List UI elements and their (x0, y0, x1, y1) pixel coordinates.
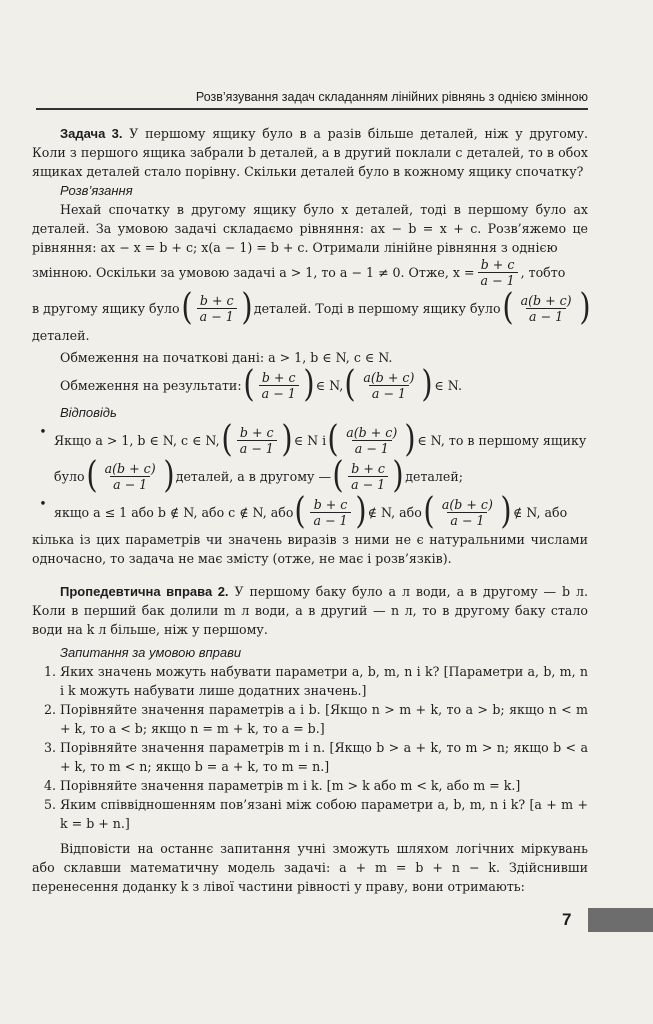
in-n-end: ∈ N. (434, 377, 462, 393)
solution-line-x (32, 257, 588, 288)
frac-num: b + c (199, 292, 234, 308)
task3-title: Задача 3. (60, 126, 123, 141)
restrictions-results (60, 364, 588, 405)
frac-num: a(b + c) (441, 496, 493, 512)
frac-den: a − 1 (369, 385, 409, 401)
fraction-x-den: a − 1 (478, 272, 518, 288)
answer-2-continuation: кілька із цих параметрів чи значень виразів з ними не є натуральними числами одночасно, то задача не має змісту (отже, не має і розв’язків). (32, 532, 588, 566)
solution-line-boxes (32, 287, 591, 328)
questions-label: Запитання за умовою вправи (60, 645, 242, 660)
solution-line-x-text: змінною. Оскільки за умовою задачі a > 1, то a − 1 ≠ 0. Отже, x = (32, 265, 475, 280)
frac-num: a(b + c) (520, 292, 572, 308)
ans1-f: деталей; (405, 468, 464, 484)
first-box-fraction: ( $\frac{a(b + c)}{a - 1}$ ) (501, 287, 591, 328)
paren-fraction: ( $\frac{b + c}{a - 1}$ ) (294, 491, 367, 532)
solution-line-x-tail: , тобто (520, 265, 566, 280)
list-item: 1. Яких значень можуть набувати параметри a, b, m, n і k? [Параметри a, b, m, n і k можуть набувати лише додатних значень.] (60, 662, 588, 700)
paren-fraction: ( $\frac{a(b + c)}{a - 1}$ ) (85, 455, 175, 496)
frac-den: a − 1 (352, 440, 392, 456)
prop-title: Пропедевтична вправа 2. (60, 584, 229, 599)
task3-text: У першому ящику було в a разів більше деталей, ніж у другому. Коли з першого ящика забрали b деталей, а в другий поклали c деталей, то в обох ящиках деталей стало порівну. Скільки деталей було в кожному ящику спочатку? (32, 126, 588, 179)
frac-num: a(b + c) (346, 424, 398, 440)
frac-num: b + c (261, 369, 296, 385)
solution-label: Розв’язання (60, 183, 133, 198)
paren-fraction: ( $\frac{a(b + c)}{a - 1}$ ) (423, 491, 512, 532)
solution-paragraph-1: Нехай спочатку в другому ящику було x деталей, тоді в першому було ax деталей. За умовою задачі складаємо рівняння: ax − b = x + c. Розв’яжемо це рівняння: ax − x = b + c; x(a − 1) = b + c. Отримали лінійне рівняння з однією (32, 202, 588, 255)
list-item: 3. Порівняйте значення параметрів m і n. [Якщо b > a + k, то m > n; якщо b < a + k, то m < n; якщо b = a + k, то m = n.] (60, 738, 588, 776)
frac-den: a − 1 (447, 512, 487, 528)
frac-den: a − 1 (110, 476, 150, 492)
answer-1-line-1 (54, 419, 587, 460)
frac-den: a − 1 (259, 385, 299, 401)
bullet-dot: • (39, 496, 47, 511)
first-box-text: деталей. Тоді в першому ящику було (253, 300, 501, 316)
page-number: 7 (562, 910, 572, 929)
frac-num: b + c (313, 496, 348, 512)
final-paragraph: Відповісти на останнє запитання учні зможуть шляхом логічних міркувань або склавши математичну модель задачі: a + m = b + n − k. Здійснивши перенесення доданку k з лівої частини рівності у праву, вони отримають: (32, 841, 588, 894)
restrictions-results-label: Обмеження на результати: (60, 377, 242, 393)
prop-text: У першому баку було a л води, а в другому — b л. Коли в перший бак долили m л води, а в другий — n л, то в другому баку стало води на k л більше, ніж у першому. (32, 584, 588, 637)
questions-list (32, 662, 588, 833)
ans2-c: ∉ N, або (512, 504, 568, 520)
fraction-x (478, 257, 518, 288)
page-content (32, 124, 591, 896)
list-item: 5. Яким співвідношенням пов’язані між собою параметри a, b, m, n і k? [a + m + k = b + n.] (60, 795, 588, 833)
frac-num: a(b + c) (104, 460, 156, 476)
paren-fraction: ( $\frac{b + c}{a - 1}$ ) (332, 455, 404, 496)
frac-den: a − 1 (310, 512, 350, 528)
task3 (32, 124, 588, 181)
second-box-fraction: ( $\frac{b + c}{a - 1}$ ) (181, 287, 253, 328)
ans1-d: було (54, 468, 85, 484)
page-number-bar (588, 908, 653, 932)
frac-num: b + c (239, 424, 274, 440)
ans1-a: Якщо a > 1, b ∈ N, c ∈ N, (54, 432, 220, 448)
solution-end: деталей. (32, 328, 90, 343)
running-header: Розв’язування задач складанням лінійних рівнянь з однією змінною (36, 90, 588, 110)
ans2-b: ∉ N, або (367, 504, 422, 520)
ans1-b: ∈ N і (293, 432, 327, 448)
paren-fraction: ( $\frac{a(b + c)}{a - 1}$ ) (327, 419, 416, 460)
answer-item-1 (32, 419, 588, 496)
frac-num: b + c (351, 460, 385, 476)
frac-den: a − 1 (197, 308, 237, 324)
answer-1-line-2 (54, 455, 586, 496)
paren-fraction: ( $\frac{b + c}{a - 1}$ ) (221, 419, 293, 460)
list-item: 2. Порівняйте значення параметрів a і b. [Якщо n > m + k, то a > b; якщо n < m + k, то a < b; якщо n = m + k, то a = b.] (60, 700, 588, 738)
in-n: ∈ N, (315, 377, 344, 393)
paren-fraction: ( $\frac{b + c}{a - 1}$ ) (242, 364, 315, 405)
frac-num: a(b + c) (363, 369, 415, 385)
second-box-text: в другому ящику було (32, 300, 180, 316)
ans2-a: якщо a ≤ 1 або b ∉ N, або c ∉ N, або (54, 504, 294, 520)
ans1-c: ∈ N, то в першому ящику (417, 432, 587, 448)
restrictions-initial: Обмеження на початкові дані: a > 1, b ∈ N, c ∈ N. (60, 350, 393, 365)
answer-label: Відповідь (60, 405, 117, 420)
answer-2-line-1 (54, 491, 568, 532)
list-item: 4. Порівняйте значення параметрів m і k. [m > k або m < k, або m = k.] (60, 776, 588, 795)
propaedeutic-exercise (32, 582, 588, 639)
ans1-e: деталей, а в другому — (175, 468, 332, 484)
fraction-x-num: b + c (480, 257, 515, 272)
frac-den: a − 1 (237, 440, 277, 456)
answer-item-2 (32, 491, 588, 532)
bullet-dot: • (39, 424, 47, 439)
paren-fraction: ( $\frac{a(b + c)}{a - 1}$ ) (344, 364, 434, 405)
frac-den: a − 1 (526, 308, 566, 324)
frac-den: a − 1 (348, 476, 388, 492)
